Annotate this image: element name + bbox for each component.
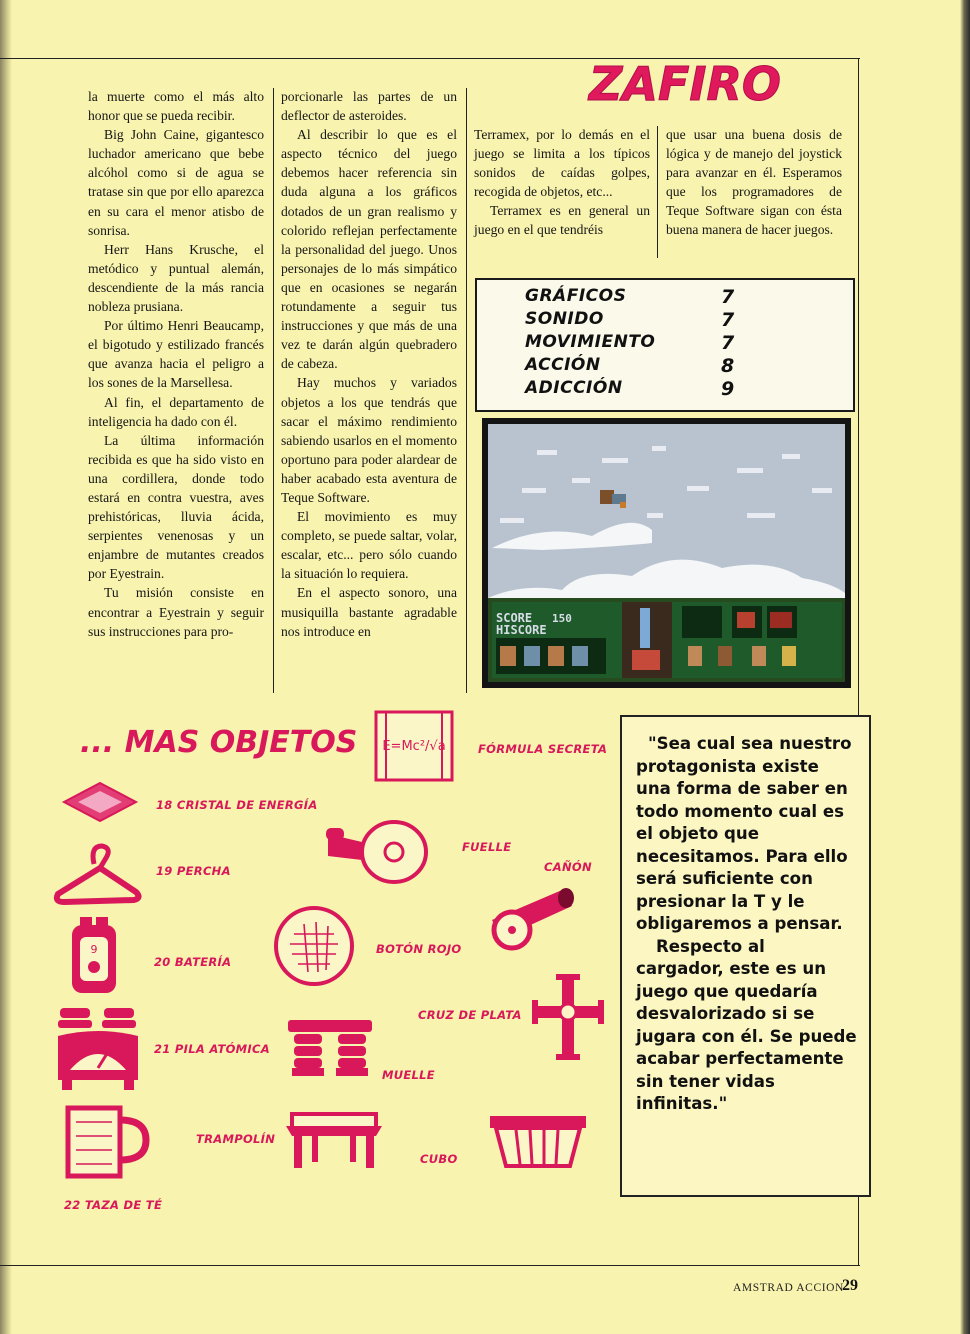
objects-heading (78, 716, 378, 764)
paragraph: porcionarle las partes de un deflector de asteroides. (281, 89, 457, 124)
page-spine (0, 0, 12, 1334)
quote-paragraph: Respecto al cargador, este es un juego que quedaría desvalorizado si se jugara con él. Se puede acabar perfectamente sin tener vidas infinitas." (636, 936, 857, 1113)
article-title (565, 58, 805, 110)
score-row (477, 378, 853, 400)
score-value: 9 (721, 378, 735, 400)
paragraph: Terramex, por lo demás en el juego se limita a los típicos sonidos de caídas golpes, recogida de objetos, etc... (474, 127, 650, 200)
paragraph: Herr Hans Krusche, el metódico y puntual alemán, descendiente de la más rancia nobleza prusiana. (88, 241, 264, 315)
object-label: 22 TAZA DE TÉ (64, 1198, 163, 1212)
svg-text:... MAS OBJETOS: ... MAS OBJETOS (80, 725, 358, 760)
score-label: MOVIMIENTO (525, 332, 656, 352)
object-label: BOTÓN ROJO (376, 942, 462, 956)
object-label: FÓRMULA SECRETA (478, 742, 608, 756)
paragraph: Terramex es en general un juego en el que tendréis (474, 203, 650, 238)
page-edge (960, 0, 970, 1334)
column-rule-1 (273, 88, 274, 693)
score-label: ADICCIÓN (525, 378, 623, 398)
trampoline-icon (282, 1108, 386, 1172)
score-value: 7 (721, 286, 735, 308)
magazine-name: AMSTRAD ACCION (733, 1282, 844, 1294)
column-rule-2 (466, 88, 467, 693)
article-column-3 (474, 125, 650, 240)
article-column-1 (88, 87, 264, 641)
bucket-icon (486, 1112, 590, 1170)
hanger-icon (50, 838, 146, 910)
game-scene (482, 418, 851, 688)
page-number: 29 (842, 1277, 858, 1294)
svg-text:HISCORE: HISCORE (496, 623, 547, 637)
silver-cross-icon (530, 972, 606, 1062)
svg-text:E=Mc²/√a: E=Mc²/√a (382, 739, 446, 754)
object-label: 18 CRISTAL DE ENERGÍA (156, 798, 318, 812)
bellows-icon (322, 812, 442, 888)
object-label: 20 BATERÍA (154, 955, 232, 969)
crystal-icon (60, 780, 140, 824)
atomic-pile-icon (52, 1006, 144, 1092)
cannon-icon (482, 880, 586, 952)
paragraph: Por último Henri Beaucamp, el bigotudo y estilizado francés que avanza hacia el peligro a los sones de la Marsellesa. (88, 318, 264, 391)
paragraph: Tu misión consiste en encontrar a Eyestrain y seguir sus instrucciones para pro- (88, 585, 264, 639)
score-label: GRÁFICOS (525, 286, 627, 306)
svg-text:SCORE: SCORE (496, 611, 533, 625)
score-value: 8 (721, 355, 735, 377)
paragraph: que usar una buena dosis de lógica y de manejo del joystick para avanzar en él. Esperamos que los programadores de Teque Software sigan con ésta buena manera de hacer juegos. (666, 127, 842, 238)
paragraph: Big John Caine, gigantesco luchador americano que bebe alcóhol como si de agua se tratase sin que por ello aparezca en su cara el menor atisbo de sonrisa. (88, 127, 264, 238)
object-label: FUELLE (462, 840, 512, 854)
paragraph: la muerte como el más alto honor que se pueda recibir. (88, 89, 264, 124)
object-label: 19 PERCHA (156, 864, 231, 878)
game-screenshot (482, 418, 851, 688)
score-row (477, 309, 853, 331)
score-box (475, 278, 855, 412)
object-label: TRAMPOLÍN (196, 1132, 276, 1146)
paragraph: La última información recibida es que ha sido visto en una cordillera, donde todo estará en contra vuestra, aves prehistóricas, lluvia ácida, serpientes venenosas y un enjambre de mutantes creados por Eyestrain. (88, 432, 264, 582)
score-value: 7 (721, 309, 735, 331)
paragraph: Hay muchos y variados objetos a los que tendrás que sacar el máximo rendimiento sabiendo usarlos en el momento oportuno para poder alardear de haber acabado esta aventura de Teque Software. (281, 375, 457, 505)
svg-text:9: 9 (90, 943, 98, 956)
score-label: SONIDO (525, 309, 604, 329)
paragraph: Al describir lo que es el aspecto técnico del juego debemos hacer referencia sin duda alguna a los gráficos dotados de un gran realismo y colorido reflejan perfectamente la personalidad del juego. Unos personajes de lo más simpático que en ocasiones se negarán rotundamente a seguir tus instrucciones y que más de una vez te darán algún quebradero de cabeza. (281, 127, 457, 372)
score-label: ACCIÓN (525, 355, 601, 375)
object-label: CUBO (420, 1152, 458, 1166)
quote-box (620, 715, 871, 1197)
battery-icon (66, 915, 122, 997)
quote-paragraph: "Sea cual sea nuestro protagonista existe una forma de saber en todo momento cual es el objeto que necesitamos. Para ello será suficiente con presionar la T y le obligaremos a pensar. (636, 734, 852, 933)
score-row (477, 355, 853, 377)
score-value: 7 (721, 332, 735, 354)
object-label: MUELLE (382, 1068, 435, 1082)
score-row (477, 286, 853, 308)
paragraph: El movimiento es muy completo, se puede saltar, volar, escalar, etc... pero sólo cuando la situación lo requiera. (281, 509, 457, 582)
tea-cup-icon (62, 1102, 152, 1182)
svg-text:150: 150 (552, 612, 572, 625)
article-column-4 (666, 125, 842, 240)
score-row (477, 332, 853, 354)
article-column-2 (281, 87, 457, 641)
red-button-icon (272, 904, 356, 988)
object-label: CRUZ DE PLATA (418, 1008, 522, 1022)
svg-text:ZAFIRO: ZAFIRO (588, 58, 782, 110)
bottom-rule (0, 1265, 860, 1266)
formula-icon (372, 708, 456, 784)
object-label: 21 PILA ATÓMICA (154, 1042, 270, 1056)
object-label: CAÑÓN (544, 860, 592, 874)
spring-icon (282, 1016, 378, 1078)
paragraph: En el aspecto sonoro, una musiquilla bastante agradable nos introduce en (281, 585, 457, 639)
paragraph: Al fin, el departamento de inteligencia ha dado con él. (88, 394, 264, 429)
column-rule-3 (657, 126, 658, 258)
